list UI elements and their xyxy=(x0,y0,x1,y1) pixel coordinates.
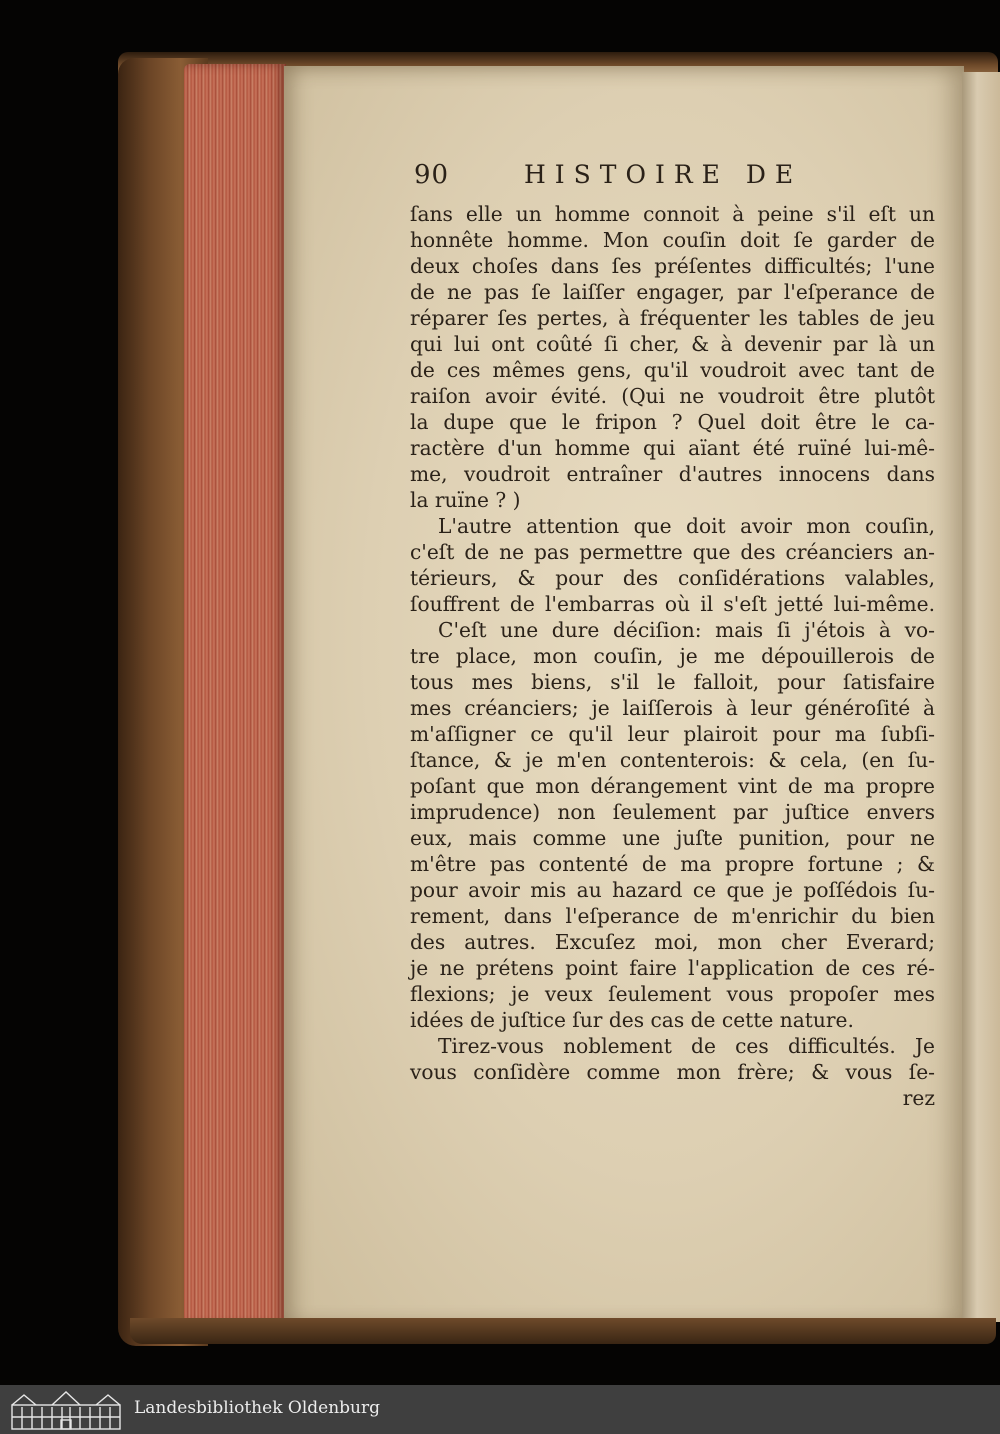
text-line: c'eſt de ne pas permettre que des créanciers an- xyxy=(410,540,935,564)
text-line: ſouffrent de l'embarras où il s'eſt jetté lui-même. xyxy=(410,592,935,616)
text-line: rez xyxy=(902,1086,935,1110)
text-line: térieurs, & pour des conſidérations valables, xyxy=(410,566,935,590)
text-line: Tirez-vous noblement de ces difficultés. Je xyxy=(438,1034,935,1058)
text-line: raiſon avoir évité. (Qui ne voudroit être plutôt xyxy=(410,384,935,408)
book-cover-bottom xyxy=(130,1318,996,1344)
text-line: poſant que mon dérangement vint de ma propre xyxy=(410,774,935,798)
text-line: m'aſſigner ce qu'il leur plairoit pour ma ſubſi- xyxy=(410,722,935,746)
page-gutter xyxy=(962,72,1000,1322)
text-line: de ne pas ſe laiſſer engager, par l'eſperance de xyxy=(410,280,935,304)
text-line: pour avoir mis au hazard ce que je poſſédois ſu- xyxy=(410,878,935,902)
footer-bar xyxy=(0,1385,1000,1434)
page-text xyxy=(410,201,935,1111)
text-line: ſtance, & je m'en contenterois: & cela, (en ſu- xyxy=(410,748,935,772)
text-line: deux choſes dans ſes préſentes difficultés; l'une xyxy=(410,254,935,278)
text-line: je ne prétens point faire l'application de ces ré- xyxy=(410,956,935,980)
text-line: mes créanciers; je laiſſerois à leur généroſité à xyxy=(410,696,935,720)
library-building-icon xyxy=(8,1389,124,1431)
text-line: C'eſt une dure déciſion: mais ſi j'étois à vo- xyxy=(438,618,935,642)
page-edges-red xyxy=(184,64,286,1326)
text-line: honnête homme. Mon couſin doit ſe garder de xyxy=(410,228,935,252)
text-line: rement, dans l'eſperance de m'enrichir du bien xyxy=(410,904,935,928)
text-line: m'être pas contenté de ma propre fortune ; & xyxy=(410,852,935,876)
text-line: ſans elle un homme connoit à peine s'il eſt un xyxy=(410,202,935,226)
text-line: réparer ſes pertes, à fréquenter les tables de jeu xyxy=(410,306,935,330)
text-line: eux, mais comme une juſte punition, pour ne xyxy=(410,826,935,850)
text-line: qui lui ont coûté ſi cher, & à devenir par là un xyxy=(410,332,935,356)
text-line: flexions; je veux ſeulement vous propoſer mes xyxy=(410,982,935,1006)
text-line: vous conſidère comme mon frère; & vous ſe- xyxy=(410,1060,935,1084)
text-line: tous mes biens, s'il le falloit, pour ſatisfaire xyxy=(410,670,935,694)
library-name: Landesbibliothek Oldenburg xyxy=(134,1398,381,1418)
text-line: tre place, mon couſin, je me dépouillerois de xyxy=(410,644,935,668)
text-line: de ces mêmes gens, qu'il voudroit avec tant de xyxy=(410,358,935,382)
text-line: imprudence) non ſeulement par juſtice envers xyxy=(410,800,935,824)
text-line: me, voudroit entraîner d'autres innocens dans xyxy=(410,462,935,486)
text-line: ractère d'un homme qui aïant été ruïné lui-mê- xyxy=(410,436,935,460)
page-header xyxy=(414,160,934,194)
text-line: des autres. Excuſez moi, mon cher Everard; xyxy=(410,930,935,954)
text-line: idées de juſtice ſur des cas de cette nature. xyxy=(410,1008,854,1032)
page-number: 90 xyxy=(414,160,450,190)
text-line: la ruïne ? ) xyxy=(410,488,521,512)
text-line: L'autre attention que doit avoir mon couſin, xyxy=(438,514,935,538)
running-title: HISTOIRE DE xyxy=(524,160,803,189)
text-line: la dupe que le fripon ? Quel doit être le ca- xyxy=(410,410,935,434)
